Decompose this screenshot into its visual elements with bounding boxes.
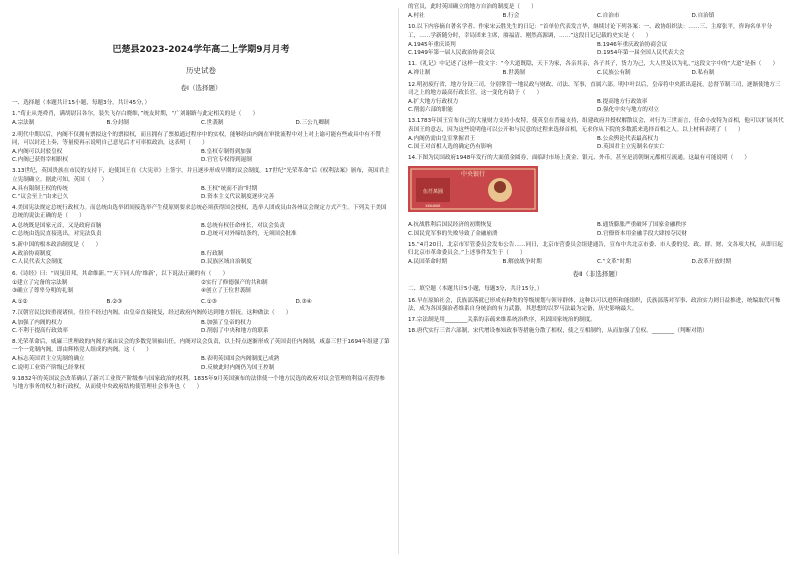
answer-option[interactable]: A.抗战胜利后国民经济的初期恢复	[408, 222, 492, 229]
gold-yuan-banknote-image	[408, 166, 538, 212]
question-item	[12, 131, 390, 165]
answer-option[interactable]: C.不利于提高行政效率	[12, 327, 69, 334]
question-stem: 9.1832年的英国议会改革确认了新兴工业资产阶级参与国家政治的权利。1835年9月英国颁布的法律使一个地方民选的政府对议会管理的利益可获得参与地方事务的权力和行政权，从而使中央政府结构使管理社会事务也（ ）	[12, 375, 385, 391]
question-stem: 2.明代中期以后，内阁不仅拥有票拟这个的票拟权，而且拥有了票拟通过程序中的实权，能够经由内阁在审批流程中对上对上谕可能有些或具中有不赞同，可以封还上奏，等量使再示说明自己意见后才可率拟政治，这表明（ ）	[12, 131, 381, 146]
question-item	[12, 270, 390, 296]
question-item	[12, 167, 390, 201]
right-column	[408, 0, 786, 335]
answer-option[interactable]: A.内阁仍需由皇室掌握君王	[408, 135, 476, 142]
answer-option[interactable]: C.1949年第一届人民政治协商会议	[408, 50, 496, 57]
question-item	[12, 309, 390, 335]
question-stem: 7.汉朝官民比较重视诸侯，往往不经过内阁，由皇帝直接批复，经过政府内阁传达到地方督抚。这种做法（ ）	[12, 310, 292, 317]
question-stem: 4.美国宪法规定总统行政权力。而总统由选举团间接选举产生使原则要求总统必须获得国会授权，选举人团成员由各州议会规定方式产生。下列关于美国总统的说法正确的是（ ）	[12, 205, 387, 220]
answer-option[interactable]: A.①②	[12, 299, 28, 306]
answer-option[interactable]: C.国民党军事的失败导致了金融崩溃	[408, 230, 498, 237]
answer-option[interactable]: D.官官专权得到遏制	[201, 157, 252, 164]
option-row	[408, 98, 786, 114]
answer-option[interactable]: A.具有限制王权的传统	[12, 185, 68, 192]
fill-blank-item[interactable]: 18.唐代实行三省六部制，宋代增设参知政事等措施分散了相权，使之互相制约，从而加强了皇权。________（判断对错）	[408, 328, 708, 335]
answer-option[interactable]: B.皇权专制得到加强	[201, 149, 252, 156]
question-item	[12, 298, 390, 306]
question-stem: 10.以下内容摘自著名学者、作家宋云胜先生的日记：“首单位代表发言毕，继续讨论下列各案：一、政协组织法：……三、主席张平，咨询名单平分工，……学新随分时，幸局团来主席，赓福清、刚然高源调，……”这段日记记载的史实是（ ）	[408, 24, 773, 39]
option-row	[408, 41, 786, 57]
answer-option[interactable]: B.表明英国国会内阁制度已成熟	[201, 356, 280, 363]
answer-option[interactable]: C.世袭制	[201, 120, 224, 127]
answer-option[interactable]: D.官僚资本用金融手段大肆掠夺民财	[597, 230, 687, 237]
section-one-heading: 一、选择题（本题共计15小题，每题3分，共计45分，）	[12, 100, 151, 106]
exam-subject: 历史试卷	[186, 66, 216, 75]
volume-one-label: 卷Ⅰ（选择题）	[180, 84, 222, 92]
portrait-icon	[494, 181, 506, 193]
option-row	[12, 185, 390, 201]
answer-option[interactable]: B.行会	[502, 13, 520, 20]
answer-option[interactable]: A.宗法制	[12, 120, 35, 127]
answer-option[interactable]: A.村社	[408, 13, 425, 20]
question-stem: 8.光荣革命后，威廉三世理政的内阁方案由议会的多数党领袖出任，内阁对议会负责，以上特点逐渐形成了英国责任内阁制，咸嘉三世于1694年组建了第一个一党制内阁，即由辉格党人组成的内阁。这（ ）	[12, 339, 390, 354]
answer-option[interactable]: B.分封制	[106, 120, 129, 127]
answer-option[interactable]: B.1946年重庆政治协商会议	[597, 41, 668, 48]
answer-option[interactable]: A.内阁可以封驳皇权	[12, 149, 63, 156]
answer-option[interactable]: ①建立了完备的宗法制	[12, 279, 68, 286]
section-two-heading: 二、填空题（本题共计5小题，每题3分，共计15分，）	[408, 286, 543, 293]
question-stem: 的官员，此时英国确立的地方自治的制度是（ ）	[408, 4, 537, 10]
question-item	[12, 338, 390, 372]
question-stem: 3.13世纪，英国贵族在市民的支持下，迫使国王在《大宪章》上签字，并且逐步形成早期的议会制度。17世纪“光荣革命”后《权利法案》颁布，英国君主立宪制确立。据此可知，英国（ ）	[12, 168, 390, 183]
answer-option[interactable]: A.扩大地方行政权力	[408, 99, 459, 106]
answer-option[interactable]: ④创立了王位世袭制	[201, 288, 251, 295]
option-row	[408, 12, 786, 20]
answer-option[interactable]: B.提高地方行政效率	[597, 99, 648, 106]
left-column	[12, 0, 390, 391]
answer-option[interactable]: B.世袭制	[502, 70, 525, 77]
question-stem: 11.《礼记》中记述了这样一段文字：“今大道既隐，天下为家，各亲其亲，各子其子，货力为己，大人世及以为礼，”这段文字中的“大道”是指（ ）	[408, 61, 779, 68]
answer-option[interactable]: B.王权“统而不治”时期	[201, 185, 258, 192]
answer-option[interactable]: B.解放战争时期	[502, 259, 542, 266]
answer-option[interactable]: C.国王对首相人选的确定仍有影响	[408, 144, 492, 151]
answer-option[interactable]: C.人民代表大会制度	[12, 259, 63, 266]
answer-option[interactable]: D.三公九卿制	[295, 120, 330, 127]
serial-number: K604688	[425, 204, 441, 209]
answer-option[interactable]: D.强化中央与地方的对立	[597, 107, 660, 114]
option-row	[12, 298, 390, 306]
option-row	[12, 355, 390, 371]
column-divider	[398, 8, 399, 554]
question-item	[408, 81, 786, 115]
answer-option[interactable]: D.私有制	[691, 70, 715, 77]
question-item	[408, 241, 786, 267]
answer-option[interactable]: B.②③	[106, 299, 123, 306]
question-stem: 13.1783年国王宣布自己的大量财力支持小皮特，使英皇在普遍支持，组建政府并授权解散议会，对行为三世而言，任命小皮特为首相，他可以扩展其代表国王的意志，因为这些说明他可以公开和与民意的过程来选择首相，无求你从下院的多数派来选择首相之人。以上材料表明了（ ）	[408, 118, 784, 133]
question-stem: 14.下图为民国政府1948年发行的大面值金圆券，面临时市场上黄金、银元、外币，甚至是清朝铜元都相互流通。这最有可能说明（ ）	[408, 155, 750, 162]
right-question-list	[408, 3, 786, 266]
question-stem: 1.“荀止从尧舜肖，满胡尉吕各尔，装失飞存白晓维，”统友时期，“广刘谢路与此定相关的是（ ）	[12, 111, 259, 118]
answer-option[interactable]: B.行政制	[201, 251, 224, 258]
answer-option[interactable]: A.加强了内阁的权力	[12, 319, 63, 326]
fill-blank-list	[408, 297, 786, 336]
question-item	[12, 204, 390, 238]
answer-option[interactable]: C.自治市	[597, 13, 620, 20]
option-row	[408, 135, 786, 151]
answer-option[interactable]: A.禅让制	[408, 70, 431, 77]
question-item	[12, 375, 390, 391]
answer-option[interactable]: D.英国君主立宪制名存实亡	[597, 144, 665, 151]
fill-blank-item[interactable]: 17.宗法制是用________关系的亲疏来维系统治秩序，巩固国家统治的制度。	[408, 317, 596, 324]
answer-option[interactable]: D.1954年第一届全国人民代表大会	[597, 50, 685, 57]
option-row	[408, 69, 786, 77]
question-stem: 12.明初废行省，地方分设三司，分别掌管一地民政与财政、司法、军事，直属六部。明中叶以后，皇帝将中央派出巡抚，总督节制三司，逐渐使地方三司之上的地方最高行政长官。这一变化有助于（ ）	[408, 81, 781, 96]
answer-option[interactable]: A.政治协商制度	[12, 251, 52, 258]
question-item	[12, 241, 390, 267]
answer-option[interactable]: C.“文革”时期	[597, 259, 631, 266]
answer-option[interactable]: C.说明工业资产阶级已经掌权	[12, 364, 85, 371]
question-stem: 6.《诗经》曰：“周虽旧邦，其命维新。”“天下同人的‘维新’，以下说法正确的有（ ）	[12, 270, 229, 277]
answer-option[interactable]: D.总统可对外缔结条约，无须国会批准	[201, 230, 297, 237]
answer-option[interactable]: D.改革开放时期	[691, 259, 732, 266]
question-item	[408, 60, 786, 77]
volume-two-label: 卷Ⅱ（非选择题）	[572, 270, 622, 279]
answer-option[interactable]: D.自治镇	[691, 13, 715, 20]
answer-option[interactable]: D.资本主义代议制度逐步完善	[201, 194, 275, 201]
answer-option[interactable]: B.通货膨胀严重破坏了国家金融秩序	[597, 222, 687, 229]
answer-option[interactable]: ③确立了尊卑分明的礼制	[12, 288, 73, 295]
option-row	[408, 258, 786, 266]
answer-option[interactable]: B.公众舆论代表最高权力	[597, 135, 659, 142]
option-row	[12, 279, 390, 295]
question-item	[408, 3, 786, 20]
option-row	[408, 221, 786, 237]
answer-option[interactable]: A.1945年重庆谈判	[408, 41, 456, 48]
question-item	[408, 154, 786, 162]
answer-option[interactable]: A.民国革命时期	[408, 259, 448, 266]
answer-option[interactable]: C.“议会至上”由来已久	[12, 194, 69, 201]
answer-option[interactable]: ②实行了修德强产的共和制	[201, 279, 268, 286]
answer-option[interactable]: C.削弱六部的职能	[408, 107, 453, 114]
answer-option[interactable]: C.内阁已获得宰相职权	[12, 157, 69, 164]
answer-option[interactable]: D.③④	[295, 299, 312, 306]
option-row	[12, 250, 390, 266]
answer-option[interactable]: D.反映此时内阁仍为国王控制	[201, 364, 275, 371]
answer-option[interactable]: C.总统由选民直接选出，对宪法负责	[12, 230, 102, 237]
answer-option[interactable]: C.①③	[201, 299, 217, 306]
question-stem: 5.新中国的根本政治制度是（ ）	[12, 242, 102, 249]
question-item	[12, 110, 390, 127]
question-item	[408, 117, 786, 151]
answer-option[interactable]: B.加强了皇帝的权力	[201, 319, 252, 326]
question-item	[408, 221, 786, 237]
answer-option[interactable]: C.民族公有制	[597, 70, 631, 77]
bank-name: 中央银行	[460, 171, 486, 179]
answer-option[interactable]: A.总统既是国家元首，又是政府首脑	[12, 222, 102, 229]
option-row	[12, 319, 390, 335]
question-item	[408, 23, 786, 57]
fill-blank-item[interactable]: 16.早在原始社会，氏族部落就已形成有种类的等级规划与领导群体，这种以可以进所和能组织，氏族部落对军事、政治实力则日益推进，统编取代可怖法，成为各国强治者维系自身统治的有力武器，其思想的以罗马法最为完备，历史影响最大。	[408, 297, 781, 312]
option-row	[12, 119, 390, 127]
option-row	[12, 222, 390, 238]
left-question-list	[12, 110, 390, 391]
denomination: 伍仟萬圓	[422, 189, 444, 196]
answer-option[interactable]: B.总统有权任命州长，对议会负责	[201, 222, 285, 229]
question-stem: 15.“4月20日，北京市军管委员会发布公告……同日，北京市营委员会组建通告，宣布中共北京市委、市人委的党、政、群、财、文各项大权，从即日起归北京市革命委员会。”上述事件发生于（ ）	[408, 241, 783, 257]
option-row	[12, 148, 390, 164]
answer-option[interactable]: A.标志英国君主立宪制的确立	[12, 356, 85, 363]
answer-option[interactable]: D.削弱了中央和地方的联系	[201, 327, 269, 334]
exam-title: 巴楚县2023-2024学年高二上学期9月月考	[112, 45, 290, 55]
answer-option[interactable]: D.民族区域自治制度	[201, 259, 252, 266]
